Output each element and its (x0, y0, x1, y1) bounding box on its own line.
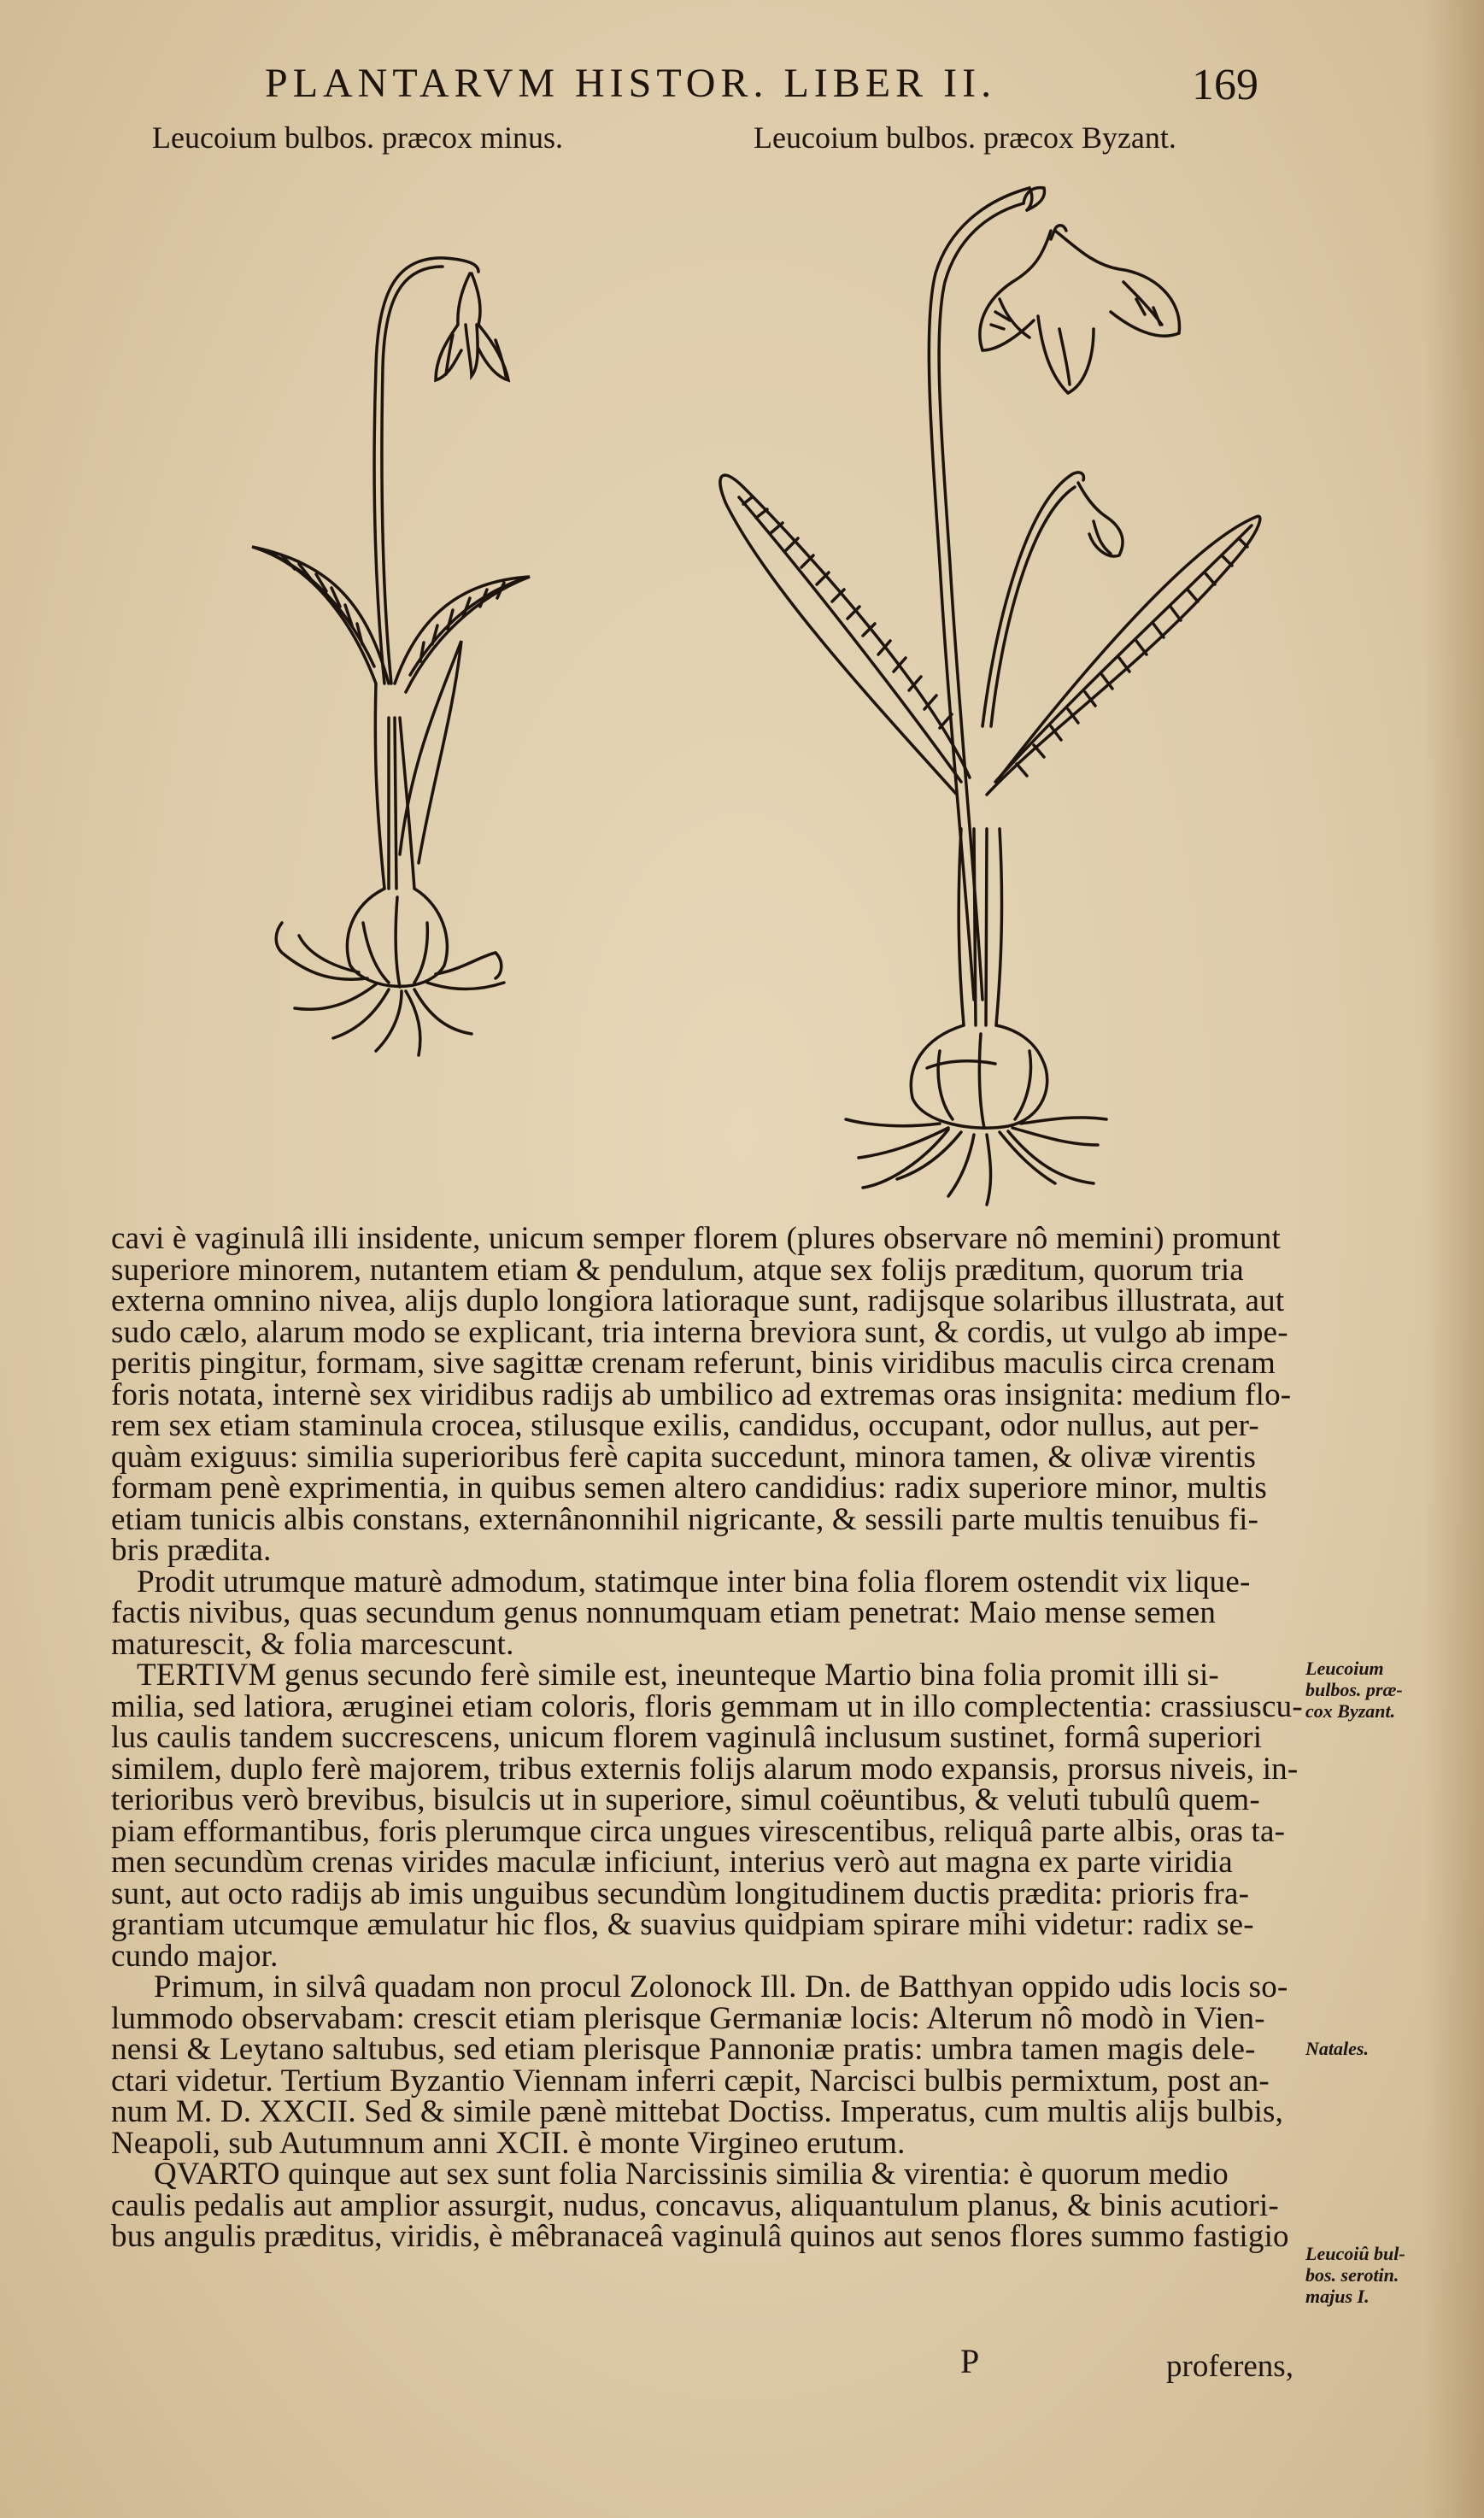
text-line: peritis pingitur, formam, sive sagittæ crenam referunt, binis viridibus maculis circa crenam (111, 1346, 1276, 1381)
text-line: nensi & Leytano saltubus, sed etiam plerisque Pannoniæ pratis: umbra tamen magis dele- (111, 2032, 1256, 2067)
marginal-note: Natales. (1305, 2038, 1369, 2059)
text-line: externa omnino nivea, alijs duplo longiora latioraque sunt, radijsque solaribus illustrata, aut (111, 1283, 1285, 1318)
catchword: proferens, (1166, 2349, 1293, 2384)
text-line: factis nivibus, quas secundum genus nonnumquam etiam penetrat: Maio mense semen (111, 1595, 1217, 1630)
text-line: maturescit, & folia marcescunt. (111, 1626, 514, 1662)
text-line: QVARTO quinque aut sex sunt folia Narcissinis similia & virentia: è quorum medio (154, 2157, 1229, 2192)
text-line: superiore minorem, nutantem etiam & pendulum, atque sex folijs præditum, quorum tria (111, 1252, 1244, 1288)
text-line: etiam tunicis albis constans, externânonnihil nigricante, & sessili parte multis tenuibus fi- (111, 1501, 1259, 1537)
text-line: bris prædita. (111, 1533, 272, 1568)
text-line: ctari videtur. Tertium Byzantio Viennam inferri cæpit, Narcisci bulbis permixtum, post an- (111, 2063, 1270, 2098)
text-line: cundo major. (111, 1938, 279, 1974)
text-line: rem sex etiam staminula crocea, stilusque exilis, candidus, occupant, odor nullus, aut per- (111, 1408, 1259, 1443)
text-line: similem, duplo ferè majorem, tribus externis folijs alarum modo expansis, prorsus niveis, in- (111, 1751, 1299, 1787)
page-edge-shadow (1424, 0, 1484, 2518)
text-line: lus caulis tandem succrescens, unicum florem vaginulâ inclusum sustinet, formâ superiori (111, 1720, 1263, 1755)
caption-left: Leucoium bulbos. præcox minus. (152, 120, 563, 155)
text-line: grantiam utcumque æmulatur hic flos, & suavius quidpiam spirare mihi videtur: radix se- (111, 1907, 1254, 1942)
body-text (111, 1221, 1307, 2254)
marginal-note: Leucoium bulbos. præ- cox Byzant. (1305, 1658, 1403, 1722)
text-line: terioribus verò brevibus, bisulcis ut in superiore, simul coëuntibus, & veluti tubulû quem- (111, 1782, 1260, 1817)
text-line: bus angulis præditus, viridis, è mêbranaceâ vaginulâ quinos aut senos flores summo fastigio (111, 2219, 1289, 2254)
text-line: piam efformantibus, foris plerumque circa ungues virescentibus, reliquâ parte albis, oras ta- (111, 1813, 1286, 1849)
running-head: PLANTARVM HISTOR. LIBER II. (265, 61, 997, 106)
text-line: Prodit utrumque maturè admodum, statimque inter bina folia florem ostendit vix lique- (137, 1564, 1251, 1599)
text-line: Neapoli, sub Autumnum anni XCII. è monte Virgineo erutum. (111, 2125, 906, 2161)
signature-mark: P (960, 2342, 980, 2380)
text-line: TERTIVM genus secundo ferè simile est, ineunteque Martio bina folia promit illi si- (137, 1658, 1219, 1693)
text-line: milia, sed latiora, æruginei etiam coloris, floris gemmam ut in illo complectentia: crassiuscu- (111, 1688, 1303, 1724)
text-line: Primum, in silvâ quadam non procul Zolonock Ill. Dn. de Batthyan oppido udis locis so- (154, 1969, 1288, 2004)
text-line: caulis pedalis aut amplior assurgit, nudus, concavus, aliquantulum planus, & binis acutiori- (111, 2187, 1279, 2223)
text-line: sunt, aut octo radijs ab imis unguibus secundùm longitudinem ductis prædita: prioris fra- (111, 1875, 1250, 1911)
text-line: cavi è vaginulâ illi insidente, unicum semper florem (plures observare nô memini) promunt (111, 1221, 1281, 1256)
caption-right: Leucoium bulbos. præcox Byzant. (754, 120, 1176, 155)
text-line: sudo cælo, alarum modo se explicant, tria interna breviora sunt, & cordis, ut vulgo ab impe- (111, 1314, 1288, 1350)
text-line: men secundùm crenas virides maculæ inficiunt, interius verò aut magna ex parte viridia (111, 1845, 1233, 1880)
text-line: quàm exiguus: similia superioribus ferè capita succedunt, minora tamen, & olivæ virentis (111, 1439, 1257, 1475)
woodcut-snowdrop-large (692, 179, 1290, 1222)
text-line: num M. D. XXCII. Sed & simile pænè mittebat Doctiss. Imperatus, cum multis alijs bulbis, (111, 2094, 1284, 2129)
woodcut-snowdrop-small (248, 239, 572, 1085)
marginal-note: Leucoiû bul- bos. serotin. majus I. (1305, 2243, 1405, 2307)
text-line: formam penè exprimentia, in quibus semen altero candidius: radix superiore minor, multis (111, 1470, 1267, 1506)
text-line: foris notata, internè sex viridibus radijs ab umbilico ad extremas oras insignita: medium flo- (111, 1376, 1292, 1412)
page-number: 169 (1192, 61, 1258, 109)
text-line: lummodo observabam: crescit etiam plerisque Germaniæ locis: Alterum nô modò in Vien- (111, 2000, 1265, 2036)
